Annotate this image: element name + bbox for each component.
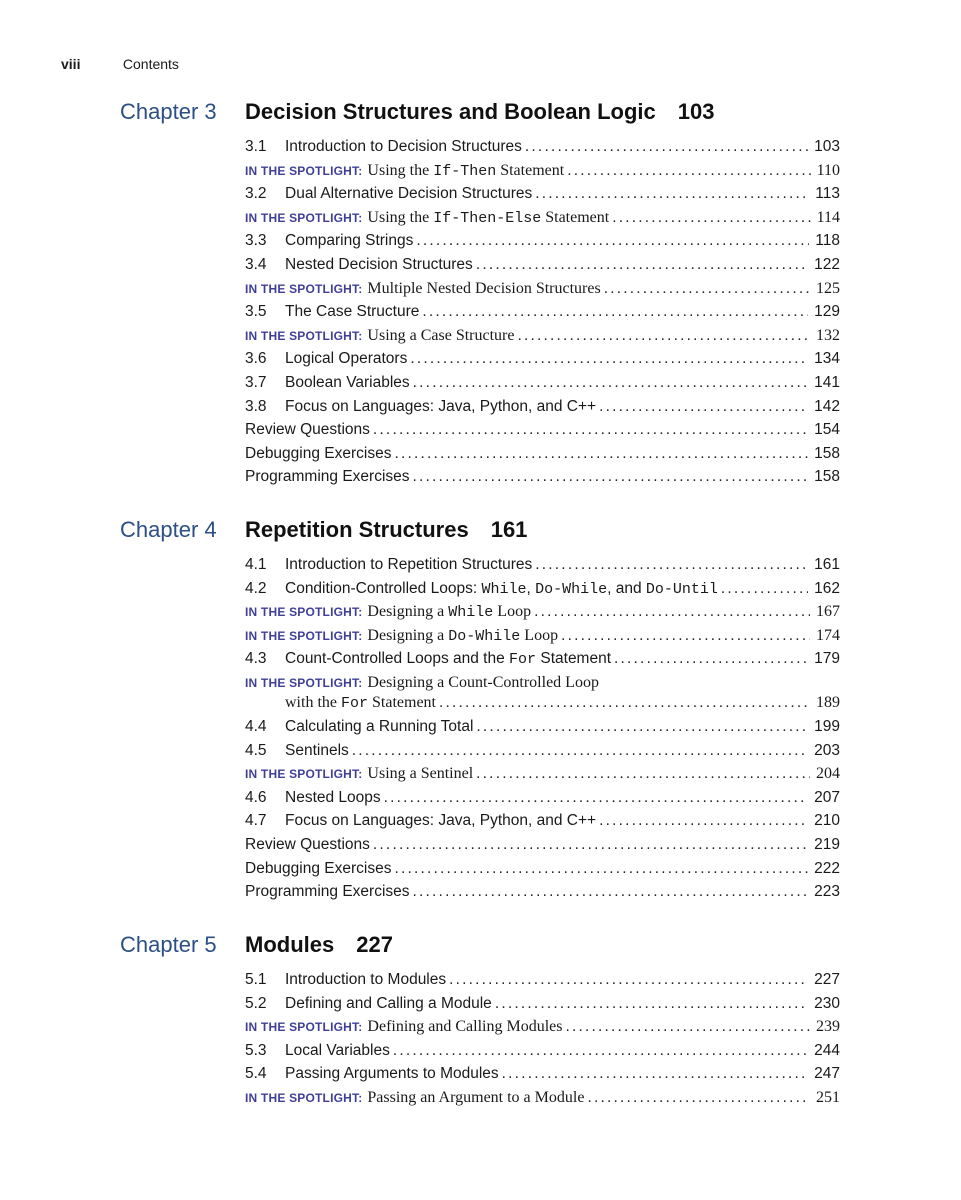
entry-title: The Case Structure bbox=[285, 303, 420, 321]
entry-page: 247 bbox=[814, 1065, 840, 1083]
toc-entry[interactable] bbox=[245, 350, 840, 374]
section-number: 4.2 bbox=[245, 579, 267, 597]
entry-text bbox=[245, 209, 609, 227]
entry-title: Statement bbox=[372, 693, 436, 711]
entry-page: 158 bbox=[814, 444, 840, 462]
chapter-title-text: Modules bbox=[245, 932, 335, 957]
entry-page: 141 bbox=[814, 373, 840, 391]
entry-title: Designing a bbox=[367, 603, 445, 621]
section-number: 4.1 bbox=[245, 556, 267, 573]
dot-leader bbox=[439, 694, 810, 712]
entry-page: 207 bbox=[814, 788, 840, 806]
entry-title: Loop bbox=[524, 626, 559, 644]
section-number: 4.6 bbox=[245, 788, 267, 806]
entry-title: Local Variables bbox=[285, 1041, 390, 1059]
entry-page: 179 bbox=[814, 650, 840, 668]
chapter-label: Chapter 4 bbox=[120, 517, 217, 542]
entry-page: 223 bbox=[814, 883, 840, 901]
entry-text bbox=[245, 603, 531, 621]
entry-text bbox=[245, 971, 446, 989]
dot-leader bbox=[614, 650, 808, 668]
toc-entry[interactable] bbox=[245, 789, 840, 813]
entry-text bbox=[245, 718, 473, 736]
entry-title: Statement bbox=[500, 161, 565, 179]
entry-page: 204 bbox=[816, 765, 840, 783]
entry-text bbox=[245, 445, 391, 463]
entry-title: Using a Case Structure bbox=[367, 326, 515, 344]
entry-title: Introduction to Repetition Structures bbox=[285, 556, 533, 573]
entry-title: Programming Exercises bbox=[245, 468, 410, 486]
dot-leader bbox=[561, 627, 810, 645]
entry-text bbox=[245, 468, 410, 486]
entry-page: 161 bbox=[814, 556, 840, 573]
toc-entry[interactable] bbox=[245, 883, 840, 907]
entry-text bbox=[245, 256, 473, 274]
chapter-page: 161 bbox=[490, 517, 528, 542]
toc-entry[interactable] bbox=[245, 303, 840, 327]
dot-leader bbox=[476, 718, 808, 736]
entry-title: Introduction to Modules bbox=[285, 971, 447, 988]
section-number: 3.6 bbox=[245, 350, 267, 368]
dot-leader bbox=[599, 398, 808, 416]
toc-entry[interactable] bbox=[245, 138, 840, 162]
entry-title: Logical Operators bbox=[285, 350, 408, 368]
dot-leader bbox=[449, 971, 808, 989]
toc-entry[interactable] bbox=[245, 232, 840, 256]
entry-page: 174 bbox=[816, 626, 840, 644]
dot-leader bbox=[567, 162, 810, 180]
entry-page: 203 bbox=[814, 741, 840, 759]
entry-page: 122 bbox=[814, 255, 840, 273]
chapter-page: 103 bbox=[677, 99, 715, 124]
code-keyword: For bbox=[341, 694, 369, 712]
toc-entry-spotlight[interactable] bbox=[245, 327, 840, 351]
dot-leader bbox=[535, 556, 808, 574]
entry-text bbox=[245, 374, 410, 392]
dot-leader bbox=[517, 327, 810, 345]
toc-entry-spotlight[interactable] bbox=[245, 765, 840, 789]
dot-leader bbox=[413, 883, 809, 901]
entry-title: Nested Loops bbox=[285, 788, 381, 806]
entry-page: 230 bbox=[814, 994, 840, 1012]
toc-entry[interactable] bbox=[245, 971, 840, 995]
entry-page: 167 bbox=[816, 603, 840, 621]
entry-text bbox=[245, 280, 601, 298]
dot-leader bbox=[566, 1018, 811, 1036]
entry-page: 118 bbox=[815, 232, 840, 250]
section-number: 5.2 bbox=[245, 994, 267, 1012]
entry-title: Statement bbox=[536, 650, 612, 668]
spotlight-tag: IN THE SPOTLIGHT: bbox=[245, 675, 363, 690]
toc-entry[interactable] bbox=[245, 650, 840, 674]
entry-page: 199 bbox=[814, 717, 840, 735]
chapter-label: Chapter 5 bbox=[120, 932, 217, 957]
entry-text bbox=[245, 765, 473, 783]
entry-page: 239 bbox=[816, 1018, 840, 1036]
toc-entry[interactable] bbox=[245, 398, 840, 422]
dot-leader bbox=[416, 232, 809, 250]
entry-title: Using a Sentinel bbox=[367, 765, 474, 783]
dot-leader bbox=[599, 812, 808, 830]
section-number: 4.3 bbox=[245, 650, 267, 668]
entry-title: Defining and Calling a Module bbox=[285, 994, 492, 1012]
running-head bbox=[61, 56, 179, 72]
entry-page: 210 bbox=[814, 812, 840, 830]
entry-page: 154 bbox=[814, 421, 840, 439]
entry-title: Count-Controlled Loops and the bbox=[285, 650, 510, 668]
entry-title: Multiple Nested Decision Structures bbox=[367, 279, 601, 297]
entry-text bbox=[245, 162, 564, 180]
entry-text bbox=[245, 742, 349, 760]
code-keyword: Do-Until bbox=[645, 580, 718, 598]
dot-leader bbox=[393, 1042, 808, 1060]
entry-title: Condition-Controlled Loops: bbox=[285, 579, 482, 597]
chapter-title bbox=[245, 517, 527, 543]
toc-entry[interactable] bbox=[245, 836, 840, 860]
section-number: 4.4 bbox=[245, 717, 267, 735]
toc-entry[interactable] bbox=[245, 445, 840, 469]
dot-leader bbox=[373, 836, 808, 854]
entry-title: Defining and Calling Modules bbox=[367, 1018, 563, 1036]
section-number: 3.4 bbox=[245, 255, 267, 273]
entry-text bbox=[245, 421, 370, 439]
entry-title: Introduction to Decision Structures bbox=[285, 138, 522, 155]
toc-entry[interactable] bbox=[245, 556, 840, 580]
dot-leader bbox=[495, 995, 808, 1013]
spotlight-tag: IN THE SPOTLIGHT: bbox=[245, 163, 363, 178]
chapter-heading bbox=[120, 99, 840, 133]
code-keyword: While bbox=[481, 580, 527, 598]
entry-text bbox=[245, 789, 381, 807]
entry-title: Passing an Argument to a Module bbox=[367, 1088, 585, 1106]
dot-leader bbox=[534, 603, 810, 621]
chapter-title-text: Decision Structures and Boolean Logic bbox=[245, 99, 656, 124]
entry-page: 113 bbox=[815, 185, 840, 203]
entry-title: Nested Decision Structures bbox=[285, 255, 473, 273]
entry-text bbox=[245, 627, 558, 645]
dot-leader bbox=[476, 765, 810, 783]
dot-leader bbox=[525, 138, 808, 156]
chapter-title-text: Repetition Structures bbox=[245, 517, 469, 542]
entry-page: 142 bbox=[814, 397, 840, 415]
section-number: 3.3 bbox=[245, 232, 267, 250]
toc-entry-continuation[interactable] bbox=[245, 694, 840, 718]
chapter-5 bbox=[120, 932, 840, 1113]
entry-title: Passing Arguments to Modules bbox=[285, 1065, 499, 1083]
toc-entry-spotlight[interactable] bbox=[245, 162, 840, 186]
dot-leader bbox=[394, 860, 808, 878]
toc-entry-spotlight[interactable] bbox=[245, 209, 840, 233]
entry-text bbox=[245, 995, 492, 1013]
entry-page: 227 bbox=[814, 971, 840, 988]
chapter-title bbox=[245, 932, 393, 958]
entry-title: Sentinels bbox=[285, 741, 349, 759]
section-number: 3.2 bbox=[245, 185, 267, 203]
chapter-title bbox=[245, 99, 714, 125]
toc-entry[interactable] bbox=[245, 860, 840, 884]
chapter-heading bbox=[120, 517, 840, 551]
entry-title: Review Questions bbox=[245, 835, 370, 853]
entry-title: Boolean Variables bbox=[285, 373, 410, 391]
dot-leader bbox=[535, 185, 809, 203]
toc-entries bbox=[245, 971, 840, 1113]
spotlight-tag: IN THE SPOTLIGHT: bbox=[245, 1020, 363, 1035]
dot-leader bbox=[373, 421, 808, 439]
spotlight-tag: IN THE SPOTLIGHT: bbox=[245, 210, 363, 225]
toc-entry-spotlight[interactable] bbox=[245, 674, 840, 694]
dot-leader bbox=[413, 374, 808, 392]
entry-page: 132 bbox=[816, 326, 840, 344]
entry-title: Statement bbox=[545, 208, 610, 226]
toc-entry[interactable] bbox=[245, 995, 840, 1019]
toc-entry[interactable] bbox=[245, 185, 840, 209]
entry-text bbox=[245, 303, 419, 321]
entry-title: Debugging Exercises bbox=[245, 859, 392, 877]
entry-text bbox=[245, 185, 532, 203]
dot-leader bbox=[612, 209, 810, 227]
toc-entry-spotlight[interactable] bbox=[245, 603, 840, 627]
spotlight-tag: IN THE SPOTLIGHT: bbox=[245, 1090, 363, 1105]
dot-leader bbox=[587, 1089, 810, 1107]
dot-leader bbox=[502, 1065, 808, 1083]
entry-title: with the bbox=[285, 693, 337, 711]
entry-title: Using the bbox=[367, 208, 430, 226]
entry-text bbox=[245, 350, 407, 368]
entry-page: 158 bbox=[814, 468, 840, 486]
entry-page: 219 bbox=[814, 835, 840, 853]
toc-entry[interactable] bbox=[245, 580, 840, 604]
entry-title: , and bbox=[607, 579, 646, 597]
spotlight-tag: IN THE SPOTLIGHT: bbox=[245, 281, 363, 296]
dot-leader bbox=[410, 350, 808, 368]
toc-entry[interactable] bbox=[245, 1065, 840, 1089]
entry-page: 244 bbox=[814, 1041, 840, 1059]
page-number: viii bbox=[61, 56, 81, 72]
entry-page: 134 bbox=[814, 350, 840, 368]
entry-page: 125 bbox=[816, 279, 840, 297]
chapter-label: Chapter 3 bbox=[120, 99, 217, 124]
toc-entry[interactable] bbox=[245, 1042, 840, 1066]
entry-text bbox=[245, 860, 391, 878]
section-number: 5.3 bbox=[245, 1041, 267, 1059]
entry-text bbox=[245, 674, 599, 692]
dot-leader bbox=[394, 445, 808, 463]
spotlight-tag: IN THE SPOTLIGHT: bbox=[245, 328, 363, 343]
section-number: 3.5 bbox=[245, 303, 267, 321]
toc-entry[interactable] bbox=[245, 374, 840, 398]
entry-title: Calculating a Running Total bbox=[285, 717, 474, 735]
entry-title: Review Questions bbox=[245, 421, 370, 439]
entry-title: Comparing Strings bbox=[285, 232, 414, 250]
entry-title: Using the bbox=[367, 161, 430, 179]
entry-page: 129 bbox=[814, 303, 840, 321]
toc-entries bbox=[245, 138, 840, 492]
entry-text bbox=[245, 580, 718, 598]
spotlight-tag: IN THE SPOTLIGHT: bbox=[245, 628, 363, 643]
section-number: 4.5 bbox=[245, 741, 267, 759]
dot-leader bbox=[476, 256, 808, 274]
section-number: 3.1 bbox=[245, 138, 267, 155]
entry-text bbox=[245, 327, 514, 345]
code-keyword: Do-While bbox=[448, 627, 521, 645]
toc-entry-spotlight[interactable] bbox=[245, 280, 840, 304]
chapter-4 bbox=[120, 517, 840, 907]
chapter-3 bbox=[120, 99, 840, 492]
dot-leader bbox=[604, 280, 810, 298]
entry-text bbox=[245, 836, 370, 854]
dot-leader bbox=[721, 580, 808, 598]
toc-entry-spotlight[interactable] bbox=[245, 1018, 840, 1042]
code-keyword: For bbox=[509, 651, 537, 669]
toc-entry[interactable] bbox=[245, 718, 840, 742]
section-number: 5.4 bbox=[245, 1065, 267, 1083]
toc-entry[interactable] bbox=[245, 812, 840, 836]
entry-text bbox=[245, 1065, 499, 1083]
dot-leader bbox=[384, 789, 808, 807]
spotlight-tag: IN THE SPOTLIGHT: bbox=[245, 605, 363, 620]
toc-entry-spotlight[interactable] bbox=[245, 1089, 840, 1113]
code-keyword: While bbox=[448, 604, 494, 622]
entry-text bbox=[245, 138, 522, 156]
dot-leader bbox=[413, 468, 809, 486]
code-keyword: If-Then bbox=[433, 162, 497, 180]
entry-text bbox=[245, 1018, 563, 1036]
entry-title: , bbox=[526, 579, 536, 597]
entry-text bbox=[245, 1042, 390, 1060]
entry-page: 114 bbox=[816, 208, 840, 226]
section-number: 5.1 bbox=[245, 971, 267, 988]
chapter-page: 227 bbox=[356, 932, 393, 957]
dot-leader bbox=[352, 742, 808, 760]
entry-page: 189 bbox=[816, 693, 840, 711]
toc-entry[interactable] bbox=[245, 421, 840, 445]
entry-title: Focus on Languages: Java, Python, and C++ bbox=[285, 812, 597, 830]
chapter-heading bbox=[120, 932, 840, 966]
dot-leader bbox=[422, 303, 808, 321]
code-keyword: Do-While bbox=[535, 580, 608, 598]
toc-entry[interactable] bbox=[245, 742, 840, 766]
running-head-title: Contents bbox=[122, 56, 179, 72]
entry-page: 162 bbox=[814, 579, 840, 597]
toc-entry[interactable] bbox=[245, 468, 840, 492]
entry-title: Designing a bbox=[367, 626, 445, 644]
entry-page: 251 bbox=[816, 1088, 840, 1106]
entry-text bbox=[245, 650, 611, 668]
entry-title: Dual Alternative Decision Structures bbox=[285, 185, 533, 203]
toc-entry-spotlight[interactable] bbox=[245, 627, 840, 651]
code-keyword: If-Then-Else bbox=[433, 209, 542, 227]
entry-text bbox=[245, 556, 532, 574]
entry-page: 222 bbox=[814, 859, 840, 877]
entry-text bbox=[285, 694, 436, 712]
entry-page: 103 bbox=[814, 138, 840, 155]
entry-page: 110 bbox=[816, 161, 840, 179]
entry-title: Programming Exercises bbox=[245, 883, 410, 901]
entry-text bbox=[245, 883, 410, 901]
entry-title: Designing a Count-Controlled Loop bbox=[367, 673, 599, 691]
section-number: 4.7 bbox=[245, 812, 267, 830]
entry-text bbox=[245, 812, 596, 830]
entry-title: Focus on Languages: Java, Python, and C++ bbox=[285, 397, 597, 415]
entry-title: Loop bbox=[497, 603, 532, 621]
entry-text bbox=[245, 232, 413, 250]
section-number: 3.7 bbox=[245, 373, 267, 391]
toc-entry[interactable] bbox=[245, 256, 840, 280]
entry-title: Debugging Exercises bbox=[245, 444, 392, 462]
toc-entries bbox=[245, 556, 840, 907]
spotlight-tag: IN THE SPOTLIGHT: bbox=[245, 767, 363, 782]
entry-text bbox=[245, 1089, 584, 1107]
section-number: 3.8 bbox=[245, 397, 267, 415]
entry-text bbox=[245, 398, 596, 416]
